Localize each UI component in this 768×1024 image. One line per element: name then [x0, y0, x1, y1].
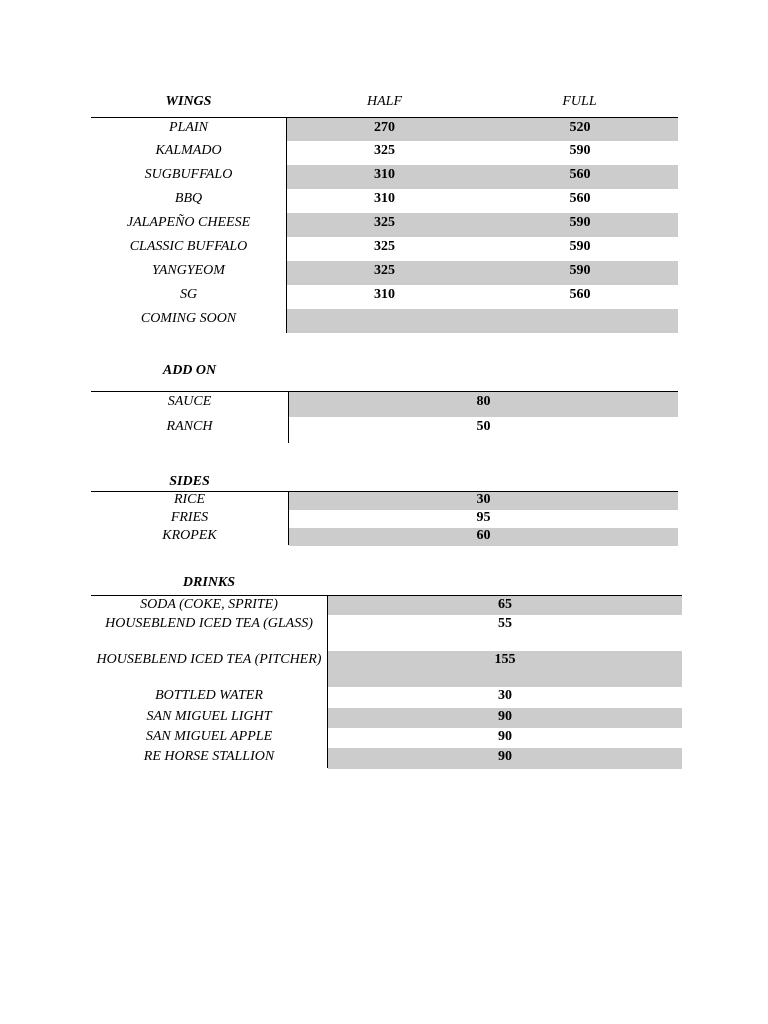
sides-row [91, 492, 678, 510]
add-on-row [91, 417, 678, 443]
wings-half-price: 310 [374, 191, 395, 206]
wings-half-header: HALF [367, 94, 402, 109]
sides-price-price: 95 [476, 510, 491, 525]
drinks-price-price: 155 [494, 652, 516, 667]
drinks-item-name: RE HORSE STALLION [143, 749, 275, 764]
wings-section [91, 92, 678, 337]
wings-half-price: 310 [374, 287, 395, 302]
wings-item-name: CLASSIC BUFFALO [129, 239, 248, 254]
wings-item-name: YANGYEOM [152, 263, 225, 278]
wings-row [91, 189, 678, 213]
wings-full-price: 560 [569, 287, 591, 302]
wings-item-name: COMING SOON [140, 311, 237, 326]
drinks-section [91, 574, 682, 774]
wings-item-name: KALMADO [155, 143, 222, 158]
drinks-row [91, 748, 682, 769]
wings-item-name: JALAPEÑO CHEESE [126, 215, 251, 230]
drinks-item-name: SAN MIGUEL APPLE [145, 729, 273, 744]
add-on-price-price: 50 [476, 419, 491, 434]
add-on-title: ADD ON [162, 363, 217, 378]
sides-row [91, 510, 678, 528]
wings-row [91, 141, 678, 165]
wings-row [91, 309, 678, 333]
drinks-price-price: 90 [498, 709, 512, 724]
sides-item-name: FRIES [170, 510, 209, 525]
wings-full-price: 560 [569, 191, 591, 206]
drinks-price-price: 90 [498, 749, 512, 764]
add-on-row [91, 392, 678, 417]
wings-row-shading [287, 309, 678, 333]
sides-price-price: 60 [476, 528, 491, 543]
drinks-price-price: 55 [498, 616, 512, 631]
wings-full-price: 520 [569, 120, 591, 135]
wings-full-price: 590 [569, 143, 591, 158]
drinks-row [91, 728, 682, 748]
drinks-item-name: BOTTLED WATER [155, 688, 263, 703]
sides-item-name: RICE [173, 492, 206, 507]
drinks-price-price: 30 [498, 688, 512, 703]
wings-row [91, 261, 678, 285]
wings-half-price: 310 [374, 167, 395, 182]
add-on-item-name: RANCH [166, 419, 213, 434]
drinks-item-name: SODA (COKE, SPRITE) [140, 597, 278, 612]
drinks-row [91, 708, 682, 728]
drinks-item-name: HOUSEBLEND ICED TEA (GLASS) [105, 616, 313, 631]
wings-item-name: PLAIN [169, 120, 208, 135]
wings-full-price: 590 [569, 215, 591, 230]
sides-item-name: KROPEK [162, 528, 217, 543]
add-on-section [91, 362, 678, 447]
drinks-item-name: SAN MIGUEL LIGHT [146, 709, 272, 724]
drinks-row [91, 687, 682, 708]
wings-half-price: 270 [374, 120, 395, 135]
wings-half-price: 325 [374, 263, 395, 278]
sides-row [91, 528, 678, 546]
wings-half-price: 325 [374, 215, 395, 230]
drinks-price-price: 65 [498, 597, 512, 612]
wings-item-name: BBQ [174, 191, 203, 206]
add-on-price-price: 80 [476, 394, 491, 409]
wings-row [91, 118, 678, 141]
wings-row [91, 165, 678, 189]
wings-row [91, 213, 678, 237]
wings-item-name: SUGBUFFALO [144, 167, 233, 182]
wings-row [91, 285, 678, 309]
drinks-item-name: HOUSEBLEND ICED TEA (PITCHER) [96, 652, 322, 667]
drinks-price-price: 90 [498, 729, 512, 744]
wings-row [91, 237, 678, 261]
add-on-item-name: SAUCE [167, 394, 212, 409]
drinks-title: DRINKS [182, 575, 236, 590]
wings-half-price: 325 [374, 239, 395, 254]
wings-half-price: 325 [374, 143, 395, 158]
sides-price-price: 30 [476, 492, 491, 507]
sides-title: SIDES [169, 474, 210, 489]
wings-full-price: 590 [569, 239, 591, 254]
wings-title: WINGS [165, 94, 212, 109]
wings-item-name: SG [179, 287, 198, 302]
drinks-row [91, 651, 682, 687]
drinks-row [91, 615, 682, 651]
wings-full-price: 560 [569, 167, 591, 182]
drinks-row [91, 596, 682, 615]
wings-full-price: 590 [569, 263, 591, 278]
wings-full-header: FULL [562, 94, 597, 109]
sides-section [91, 473, 678, 548]
